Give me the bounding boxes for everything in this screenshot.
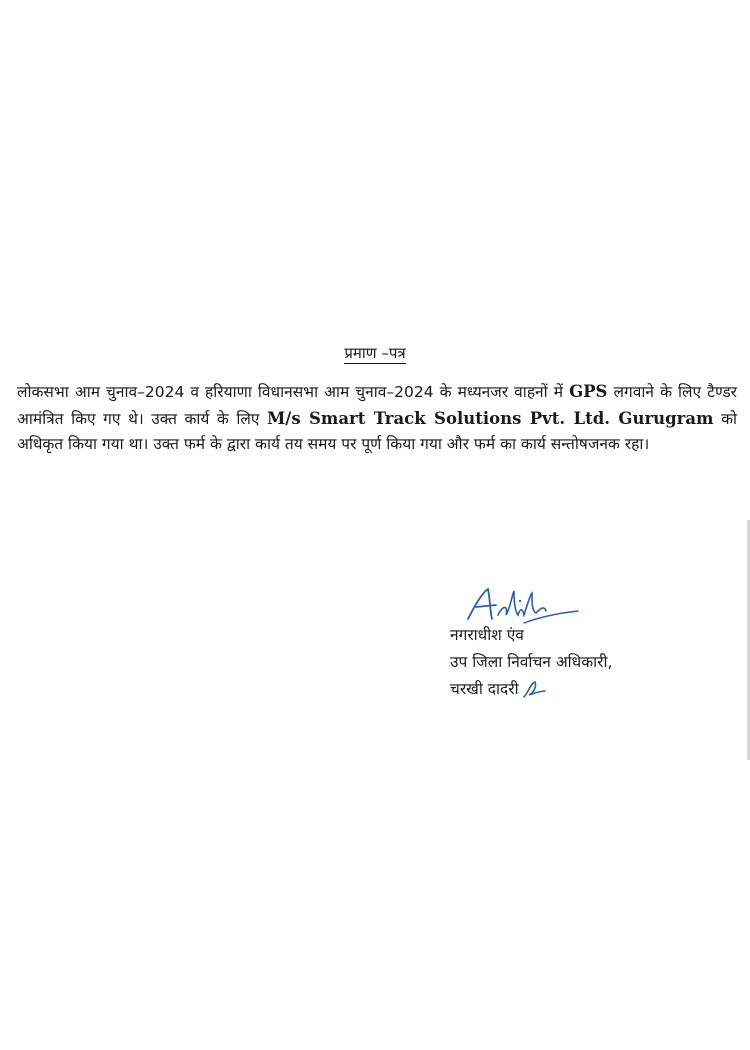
- body-text-part: को अधिकृत किया गया था। उक्त फर्म के द्वारा कार्य तय समय पर पूर्ण किया गया और फर्म का कार्य सन्तोषजनक रहा।: [17, 409, 737, 454]
- firm-name: M/s Smart Track Solutions Pvt. Ltd. Gurugram: [267, 408, 714, 428]
- certificate-body: [17, 379, 737, 458]
- signatory-designation-1: नगराधीश एंव: [450, 626, 524, 644]
- body-text-gps: GPS: [569, 382, 608, 401]
- signatory-designation-2: उप जिला निर्वाचन अधिकारी,: [450, 653, 613, 671]
- initial-mark: [521, 679, 547, 701]
- handwritten-signature: [460, 585, 590, 625]
- body-text-part: लोकसभा आम चुनाव–2024 व हरियाणा विधानसभा आम चुनाव–2024 के मध्यनजर वाहनों में: [17, 383, 570, 401]
- title-text: प्रमाण –पत्र: [344, 344, 406, 362]
- signatory-location-line: [450, 677, 547, 701]
- body-text-part: लगवाने के लिए टैण्डर आमंत्रित किए गए थे। उक्त कार्य के लिए: [17, 383, 737, 428]
- document-title: [0, 343, 750, 363]
- signatory-location: चरखी दादरी: [450, 680, 519, 698]
